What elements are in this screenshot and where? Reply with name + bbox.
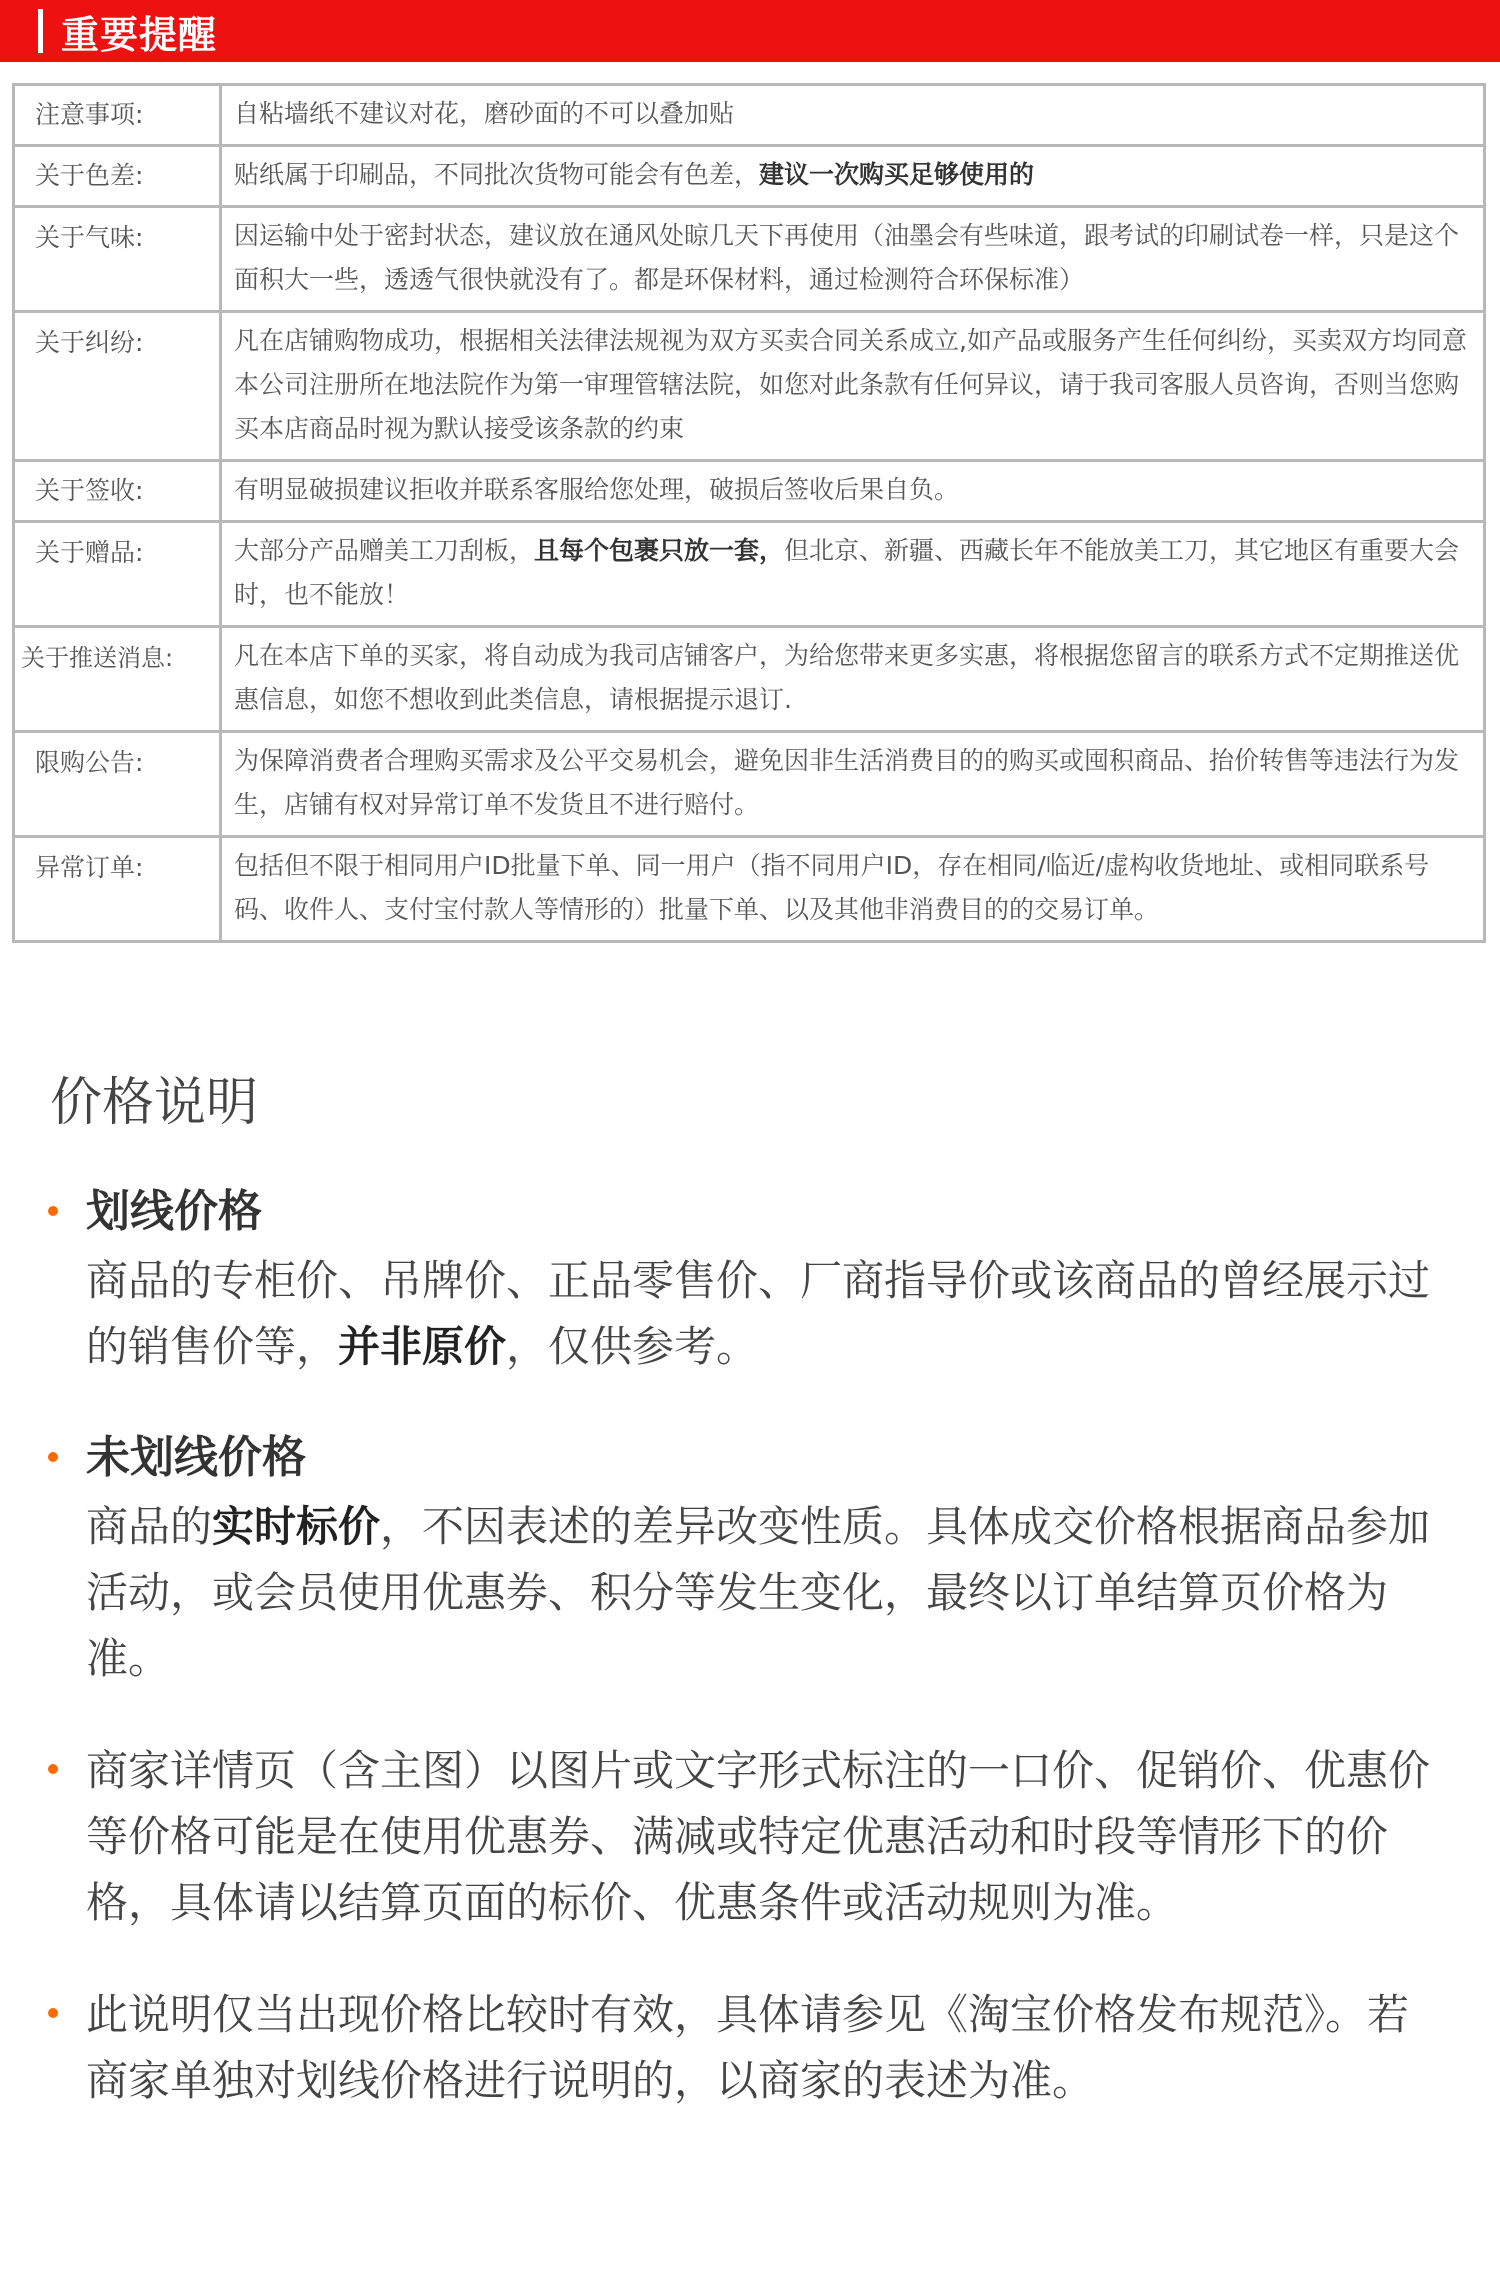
- bullet-dot-icon: [48, 1764, 58, 1774]
- item-body-text: 商品的专柜价、吊牌价、正品零售价、厂商指导价或该商品的曾经展示过的销售价等，: [86, 1256, 1431, 1371]
- bullet-dot-icon: [48, 1206, 58, 1216]
- item-body-emphasis: 实时标价: [212, 1502, 381, 1551]
- table-row: [14, 461, 1485, 522]
- row-content: 为保障消费者合理购买需求及公平交易机会，避免因非生活消费目的的购买或囤积商品、抬价转售等违法行为发生，店铺有权对异常订单不发货且不进行赔付。: [221, 732, 1485, 837]
- banner-accent-bar: [38, 9, 43, 53]
- item-body: [86, 1248, 1440, 1380]
- item-body: 商家详情页（含主图）以图片或文字形式标注的一口价、促销价、优惠价等价格可能是在使用优惠券、满减或特定优惠活动和时段等情形下的价格，具体请以结算页面的标价、优惠条件或活动规则为准。: [86, 1746, 1431, 1927]
- row-content: 有明显破损建议拒收并联系客服给您处理，破损后签收后果自负。: [221, 461, 1485, 522]
- item-body-text: ，仅供参考。: [506, 1322, 759, 1371]
- reminder-banner: [0, 0, 1500, 62]
- row-content-emphasis: 且每个包裹只放一套，: [534, 536, 785, 565]
- table-row: [14, 837, 1485, 942]
- banner-title: 重要提醒: [61, 12, 218, 57]
- table-row: [14, 207, 1485, 312]
- row-content-text: 但北京、新疆、西藏长年不能放美工刀，其它地区有重要大会时，也不能放！: [234, 536, 1460, 609]
- item-heading: 划线价格: [86, 1186, 262, 1237]
- row-content-text: 贴纸属于印刷品，不同批次货物可能会有色差，: [234, 160, 760, 189]
- row-content: [221, 146, 1485, 207]
- row-label: 关于色差:: [14, 146, 221, 207]
- table-row: [14, 522, 1485, 627]
- table-row: [14, 146, 1485, 207]
- row-label: 注意事项:: [14, 85, 221, 146]
- row-content: 包括但不限于相同用户ID批量下单、同一用户（指不同用户ID，存在相同/临近/虚构收货地址、或相同联系号码、收件人、支付宝付款人等情形的）批量下单、以及其他非消费目的的交易订单。: [221, 837, 1485, 942]
- list-item: [40, 1982, 1440, 2114]
- item-body-emphasis: 并非原价: [338, 1322, 507, 1371]
- row-content-emphasis: 建议一次购买足够使用的: [759, 160, 1035, 189]
- table-row: [14, 85, 1485, 146]
- item-body: [86, 1494, 1440, 1692]
- price-section-title: 价格说明: [50, 1073, 259, 1133]
- item-heading: 未划线价格: [86, 1432, 306, 1483]
- item-body-text: 商品的: [86, 1502, 213, 1551]
- list-item: [40, 1738, 1440, 1936]
- row-content: 自粘墙纸不建议对花，磨砂面的不可以叠加贴: [221, 85, 1485, 146]
- row-content: 凡在本店下单的买家，将自动成为我司店铺客户，为给您带来更多实惠，将根据您留言的联系方式不定期推送优惠信息，如您不想收到此类信息，请根据提示退订.: [221, 627, 1485, 732]
- table-row: [14, 627, 1485, 732]
- notice-table: [12, 83, 1486, 943]
- row-label: 关于赠品:: [14, 522, 221, 627]
- price-explanation-list: [40, 1180, 1440, 2160]
- row-label: 关于纠纷:: [14, 312, 221, 461]
- item-body-text: ，不因表述的差异改变性质。具体成交价格根据商品参加活动，或会员使用优惠券、积分等发生变化，最终以订单结算页价格为准。: [86, 1502, 1431, 1683]
- row-label: 关于签收:: [14, 461, 221, 522]
- bullet-dot-icon: [48, 1452, 58, 1462]
- row-content: 凡在店铺购物成功，根据相关法律法规视为双方买卖合同关系成立,如产品或服务产生任何纠纷，买卖双方均同意本公司注册所在地法院作为第一审理管辖法院，如您对此条款有任何异议，请于我司客服人员咨询，否则当您购买本店商品时视为默认接受该条款的约束: [221, 312, 1485, 461]
- row-label: 异常订单:: [14, 837, 221, 942]
- bullet-dot-icon: [48, 2008, 58, 2018]
- table-row: [14, 732, 1485, 837]
- list-item: [40, 1426, 1440, 1692]
- row-label: 关于气味:: [14, 207, 221, 312]
- row-label: 限购公告:: [14, 732, 221, 837]
- row-content-text: 大部分产品赠美工刀刮板，: [234, 536, 535, 565]
- list-item: [40, 1180, 1440, 1380]
- row-label: 关于推送消息:: [14, 627, 221, 732]
- row-content: 因运输中处于密封状态，建议放在通风处晾几天下再使用（油墨会有些味道，跟考试的印刷试卷一样，只是这个面积大一些，透透气很快就没有了。都是环保材料，通过检测符合环保标准）: [221, 207, 1485, 312]
- item-body: 此说明仅当出现价格比较时有效，具体请参见《淘宝价格发布规范》。若商家单独对划线价格进行说明的，以商家的表述为准。: [86, 1990, 1410, 2105]
- table-row: [14, 312, 1485, 461]
- row-content: [221, 522, 1485, 627]
